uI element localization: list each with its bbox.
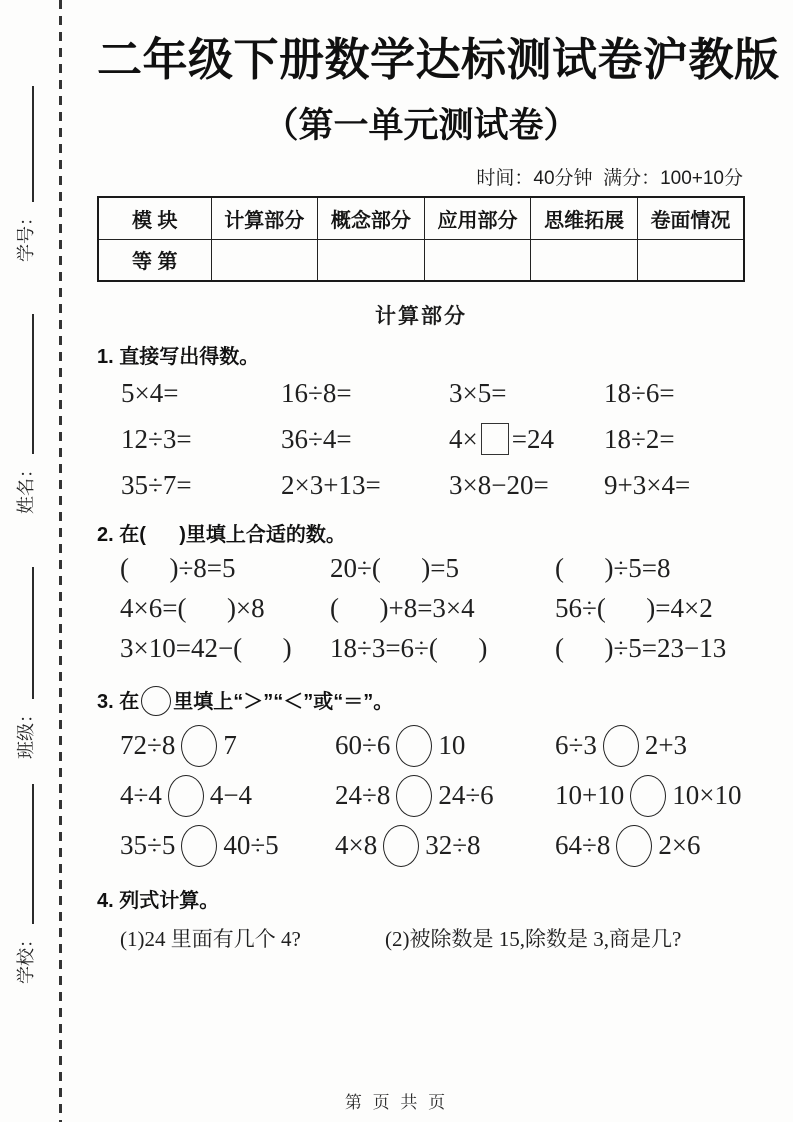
math-expression: 36÷4= [281, 424, 352, 454]
math-expression: 18÷3=6÷( ) [330, 633, 488, 663]
score-table-header-row [98, 197, 744, 239]
q2-row-1 [97, 548, 745, 588]
fill-in-line [32, 567, 34, 699]
q4-row [97, 925, 745, 953]
expression-left: 4×8 [335, 830, 378, 860]
math-expression: 20÷( )=5 [330, 553, 460, 583]
expression-right: 24÷6 [438, 780, 494, 810]
main-content [97, 0, 780, 953]
q2-row-2 [97, 588, 745, 628]
fill-in-line [32, 314, 34, 454]
expression-right: 4−4 [209, 780, 253, 810]
expression-left: 4÷4 [120, 780, 162, 810]
grade-row-label: 等 第 [98, 239, 211, 281]
math-expression: ( )÷8=5 [120, 553, 236, 583]
math-expression: 35÷7= [121, 470, 192, 500]
comparison-circle [168, 775, 204, 817]
expression-right: =24 [511, 424, 554, 454]
expression-left: 10+10 [555, 780, 625, 810]
comparison-item [120, 720, 335, 770]
grade-empty-cell [318, 239, 425, 281]
q3-stem-text-left: 3. 在 [97, 691, 140, 713]
expression-left: 60÷6 [335, 730, 391, 760]
math-expression: 12÷3= [121, 424, 192, 454]
comparison-item [335, 820, 555, 870]
expression-right: 32÷8 [425, 830, 481, 860]
student-id-label: 学号： [16, 208, 36, 262]
expression-right: 10×10 [672, 780, 742, 810]
comparison-item [335, 770, 555, 820]
comparison-item [555, 770, 745, 820]
comparison-item [555, 820, 745, 870]
q1-row-3 [97, 462, 745, 508]
score-table-grade-row [98, 239, 744, 281]
math-expression: ( )+8=3×4 [330, 593, 475, 623]
score-header-calculation: 计算部分 [211, 197, 318, 239]
comparison-item [120, 820, 335, 870]
expression-left: 6÷3 [555, 730, 597, 760]
expression-left: 4× [449, 424, 478, 454]
comparison-circle [396, 775, 432, 817]
fill-in-line [32, 784, 34, 924]
math-expression: 3×5= [449, 378, 507, 408]
math-expression: ( )÷5=23−13 [555, 633, 727, 663]
grade-empty-cell [211, 239, 318, 281]
expression-left: 24÷8 [335, 780, 391, 810]
page-footer: 第 页 共 页 [344, 1093, 449, 1112]
math-expression: 18÷2= [604, 424, 675, 454]
margin-dashed-line [59, 0, 62, 1122]
question-2-stem: 2. 在( )里填上合适的数。 [97, 524, 346, 546]
expression-right: 40÷5 [223, 830, 279, 860]
grade-empty-cell [637, 239, 744, 281]
section-title: 计算部分 [375, 305, 467, 328]
score-header-module: 模 块 [98, 197, 211, 239]
score-header-neatness: 卷面情况 [637, 197, 744, 239]
score-table [97, 196, 745, 282]
class-label: 班级： [16, 705, 36, 759]
q2-row-3 [97, 628, 745, 668]
expression-left: 64÷8 [555, 830, 611, 860]
q3-row-2 [97, 770, 745, 820]
math-expression: 5×4= [121, 378, 179, 408]
expression-right: 2+3 [644, 730, 688, 760]
school-label: 学校： [16, 930, 36, 984]
question-4-stem: 4. 列式计算。 [97, 890, 220, 912]
exam-time-score-info: 时间：40分钟 满分：100+10分 [476, 168, 743, 189]
expression-left: 72÷8 [120, 730, 176, 760]
math-expression: 2×3+13= [281, 470, 381, 500]
math-expression: 3×8−20= [449, 470, 549, 500]
math-expression: ( )÷5=8 [555, 553, 671, 583]
score-header-thinking: 思维拓展 [531, 197, 638, 239]
word-problem-1: (1)24 里面有几个 4? [120, 927, 301, 951]
question-1-stem: 1. 直接写出得数。 [97, 346, 260, 368]
grade-empty-cell [531, 239, 638, 281]
q1-row-2 [97, 416, 745, 462]
word-problem-2: (2)被除数是 15,除数是 3,商是几? [385, 927, 682, 951]
expression-right: 10 [438, 730, 466, 760]
expression-right: 2×6 [658, 830, 701, 860]
math-expression: 18÷6= [604, 378, 675, 408]
question-3-stem [97, 684, 745, 720]
comparison-circle [616, 825, 652, 867]
exam-subtitle: （第一单元测试卷） [263, 106, 579, 145]
score-header-application: 应用部分 [424, 197, 531, 239]
math-expression-with-box [449, 416, 604, 462]
math-expression: 16÷8= [281, 378, 352, 408]
comparison-circle [630, 775, 666, 817]
math-expression: 9+3×4= [604, 470, 691, 500]
fill-in-line [32, 86, 34, 202]
score-header-concept: 概念部分 [318, 197, 425, 239]
comparison-item [555, 720, 745, 770]
comparison-circle [396, 725, 432, 767]
q3-stem-text-right: 里填上“＞”“＜”或“＝”。 [173, 691, 394, 713]
comparison-circle [181, 825, 217, 867]
q3-row-3 [97, 820, 745, 870]
math-expression: 4×6=( )×8 [120, 593, 265, 623]
expression-left: 35÷5 [120, 830, 176, 860]
comparison-item [120, 770, 335, 820]
math-expression: 56÷( )=4×2 [555, 593, 713, 623]
comparison-circle [181, 725, 217, 767]
exam-title: 二年级下册数学达标测试卷沪教版 [97, 34, 780, 85]
comparison-circle [383, 825, 419, 867]
q1-row-1 [97, 370, 745, 416]
math-expression: 3×10=42−( ) [120, 633, 292, 663]
answer-box [481, 423, 509, 455]
comparison-circle-icon [141, 686, 171, 716]
q3-row-1 [97, 720, 745, 770]
name-label: 姓名： [16, 460, 36, 514]
expression-right: 7 [223, 730, 237, 760]
comparison-circle [603, 725, 639, 767]
comparison-item [335, 720, 555, 770]
grade-empty-cell [424, 239, 531, 281]
